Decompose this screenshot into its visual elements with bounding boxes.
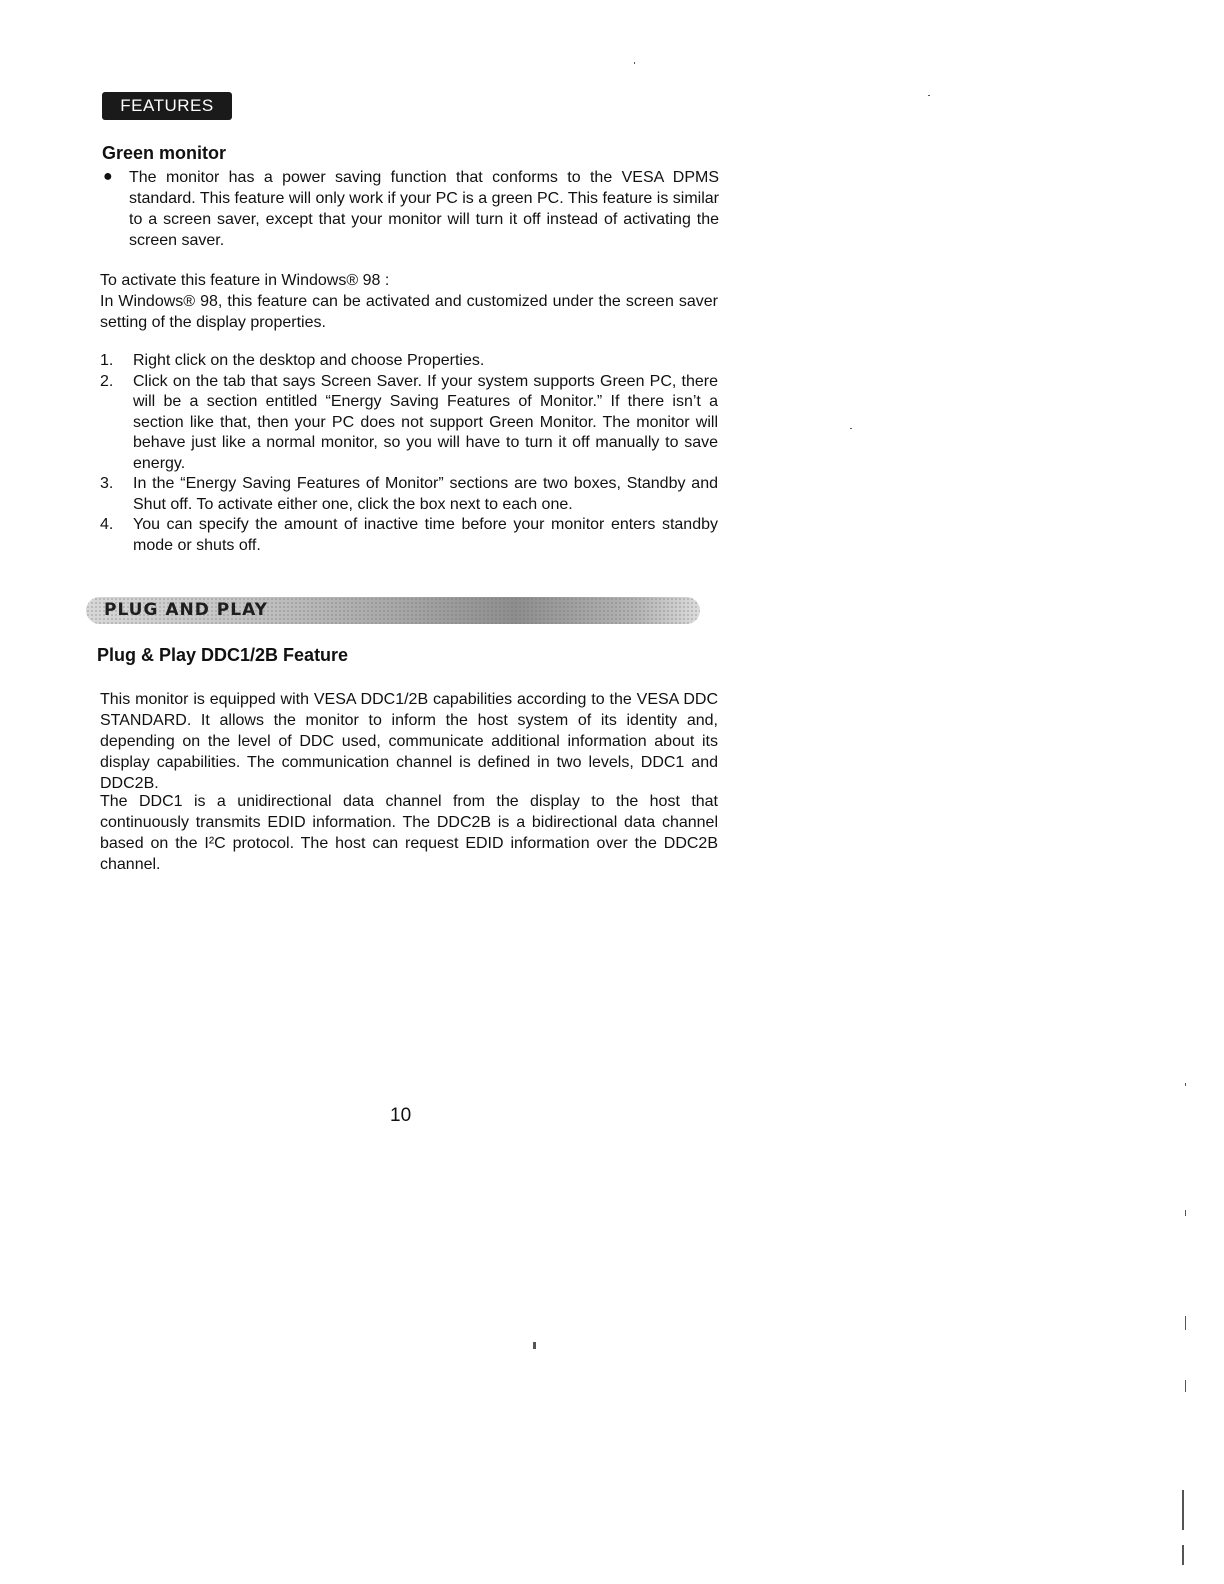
step-text: Right click on the desktop and choose Properties. [133,352,485,369]
step-text: You can specify the amount of inactive time before your monitor enters standby mode or shuts off. [133,516,718,554]
step-text: Click on the tab that says Screen Saver. If your system supports Green PC, there will be a section entitled “Energy Saving Features of Monitor.” If there isn’t a section like that, then your PC does not support Green Monitor. The monitor will behave just like a normal monitor, so you will have to turn it off manually to save energy. [133,372,718,472]
green-monitor-bullet: The monitor has a power saving function that conforms to the VESA DPMS standard. This feature will only work if your PC is a green PC. This feature is similar to a screen saver, except that your monitor will turn it off instead of activating the screen saver. [129,169,719,249]
steps-list [100,351,718,556]
step-number: 1. [100,352,114,369]
plug-and-play-banner-label: PLUG AND PLAY [104,600,268,620]
list-item [100,351,718,372]
features-tab-label: FEATURES [120,96,214,115]
features-section-tab [102,92,232,120]
list-item [100,515,718,556]
activate-line: To activate this feature in Windows® 98 : [100,272,390,289]
list-item [100,474,718,515]
plug-and-play-banner [86,597,700,624]
ddc-paragraph-1: This monitor is equipped with VESA DDC1/2B capabilities according to the VESA DDC STANDARD. It allows the monitor to inform the host system of its identity and, depending on the level of DDC used, communicate additional information about its display capabilities. The communication channel is defined in two levels, DDC1 and DDC2B. [100,691,718,792]
step-text: In the “Energy Saving Features of Monitor” sections are two boxes, Standby and Shut off. To activate either one, click the box next to each one. [133,475,718,513]
plug-and-play-heading: Plug & Play DDC1/2B Feature [97,645,349,665]
ddc-paragraph-2: The DDC1 is a unidirectional data channel from the display to the host that continuously transmits EDID information. The DDC2B is a bidirectional data channel based on the I²C protocol. The host can request EDID information over the DDC2B channel. [100,793,718,873]
bullet-icon: ● [103,168,113,185]
step-number: 2. [100,372,114,390]
step-number: 4. [100,516,114,533]
green-monitor-heading: Green monitor [102,143,227,163]
page-number: 10 [390,1105,412,1126]
step-number: 3. [100,475,114,492]
list-item [100,372,718,475]
activate-description: In Windows® 98, this feature can be activated and customized under the screen saver setting of the display properties. [100,293,718,331]
